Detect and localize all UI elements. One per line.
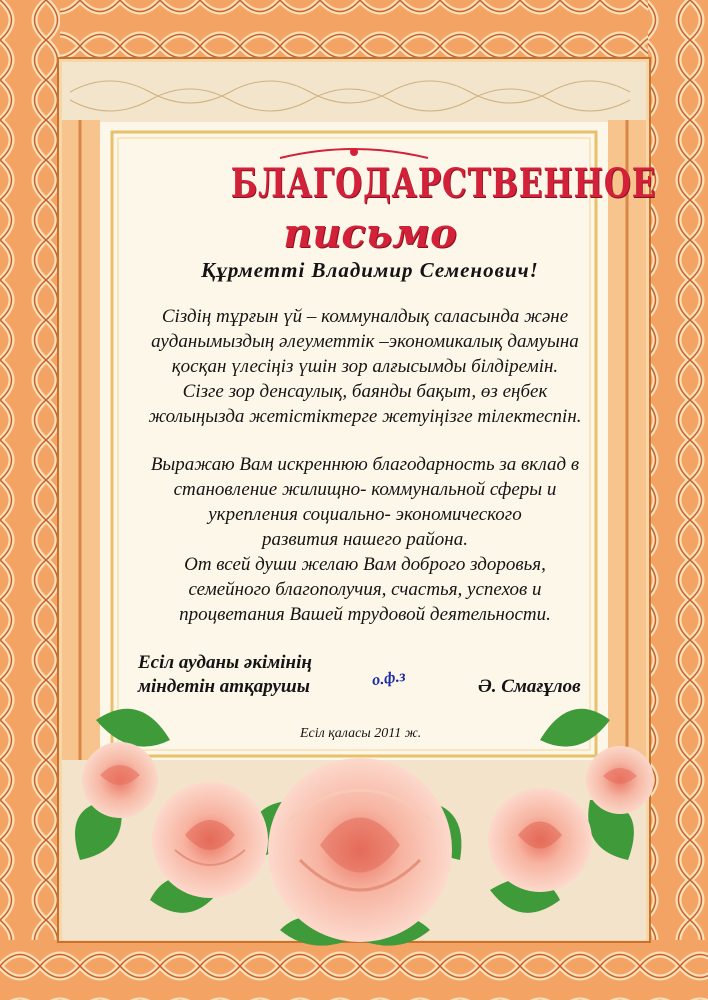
kazakh-line: жолыңызда жетістіктерге жетуіңізге тілектеспін. — [148, 406, 582, 427]
russian-line: укрепления социально- экономического — [208, 504, 522, 525]
kazakh-line: ауданымыздың әлеуметтік –экономикалық дамуына — [151, 331, 579, 352]
signatory-title-line-1: Есіл ауданы әкімінің — [138, 652, 312, 673]
title-line-2: письмо — [283, 210, 457, 257]
place-and-year: Есіл қаласы 2011 ж. — [300, 726, 422, 741]
russian-line: От всей души желаю Вам доброго здоровья, — [184, 554, 546, 575]
russian-line: развития нашего района. — [261, 529, 468, 550]
russian-line: становление жилищно- коммунальной сферы и — [173, 479, 557, 500]
title-line-1: БЛАГОДАРСТВЕННОЕ — [230, 160, 657, 207]
handwritten-signature: о.ф.з — [370, 667, 407, 690]
greeting: Құрметті Владимир Семенович! — [201, 258, 539, 282]
signatory-title-line-2: міндетін атқарушы — [138, 676, 310, 697]
signatory-name: Ә. Смағұлов — [478, 676, 581, 697]
russian-line: процветания Вашей трудовой деятельности. — [179, 604, 551, 625]
russian-line: Выражаю Вам искреннюю благодарность за вклад в — [150, 454, 580, 475]
russian-line: семейного благополучия, счастья, успехов и — [188, 579, 542, 600]
kazakh-line: Сізге зор денсаулық, баянды бақыт, өз еңбек — [182, 381, 548, 402]
kazakh-line: қосқан үлесіңіз үшін зор алғысымды білдіремін. — [171, 356, 559, 377]
kazakh-line: Сіздің тұрғын үй – коммуналдық саласында және — [161, 306, 569, 327]
